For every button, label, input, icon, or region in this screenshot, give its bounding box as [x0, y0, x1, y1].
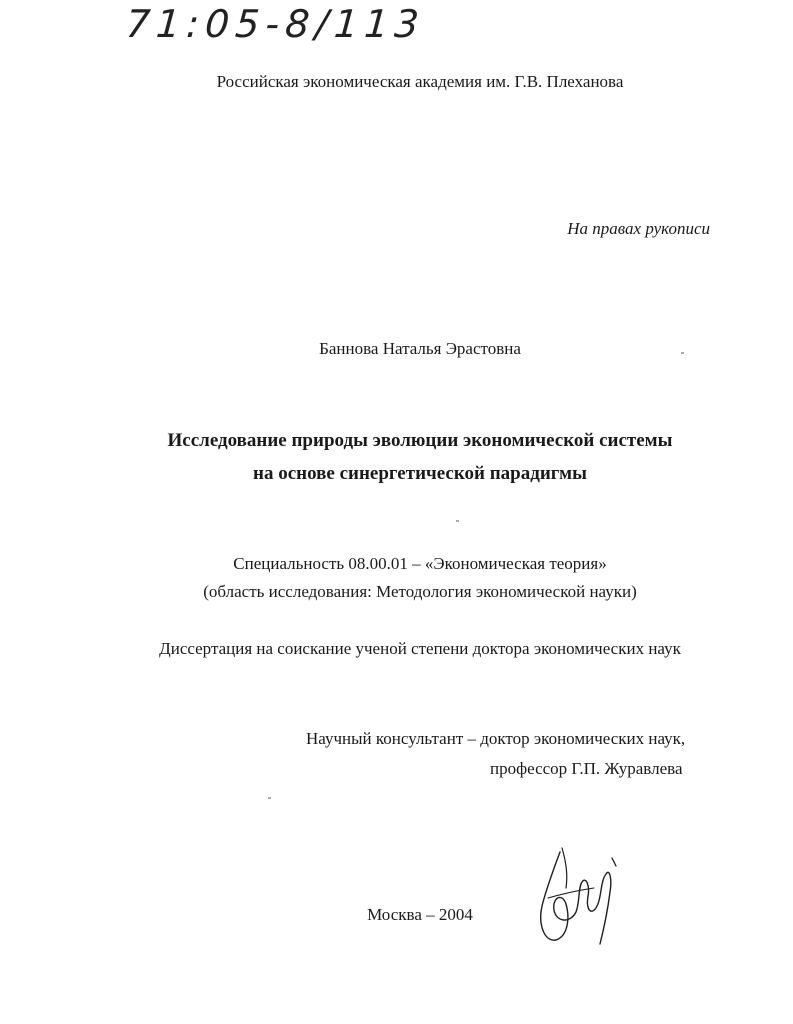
title-line-2: на основе синергетической парадигмы: [253, 463, 587, 484]
consultant-line-1: Научный консультант – доктор экономических наук,: [306, 729, 686, 748]
specialty-line-1: Специальность 08.00.01 – «Экономическая теория»: [233, 554, 607, 573]
handwritten-catalog-number: 71:05-8/113: [124, 2, 427, 46]
scan-speck: [456, 520, 459, 522]
scan-speck: [268, 797, 271, 799]
manuscript-rights-note: На правах рукописи: [567, 219, 710, 238]
degree-statement: Диссертация на соискание ученой степени доктора экономических наук: [159, 639, 681, 658]
specialty-line-2: (область исследования: Методология экономической науки): [203, 582, 637, 601]
dissertation-title: [0, 424, 793, 490]
title-line-1: Исследование природы эволюции экономической системы: [167, 430, 673, 451]
specialty-block: [0, 550, 793, 606]
scan-speck: [681, 352, 684, 354]
institution-name: Российская экономическая академия им. Г.В. Плеханова: [216, 72, 624, 91]
handwritten-signature-icon: [532, 838, 624, 948]
author-name: Баннова Наталья Эрастовна: [319, 339, 521, 358]
city-and-year: Москва – 2004: [367, 905, 473, 924]
consultant-line-2: профессор Г.П. Журавлева: [490, 759, 683, 778]
